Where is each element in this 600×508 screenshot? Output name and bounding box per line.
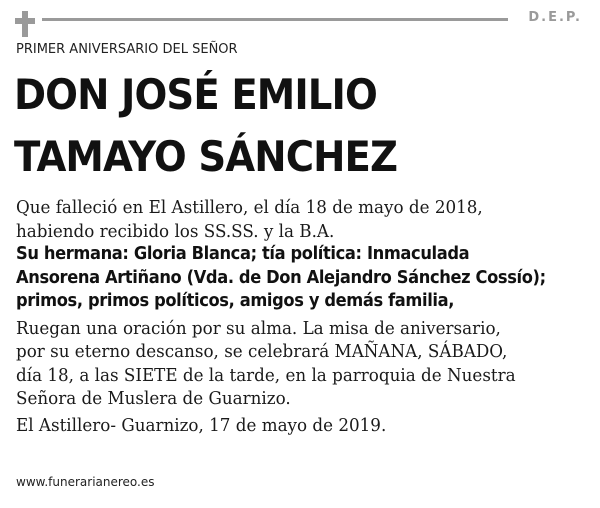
- death-line-2: habiendo recibido los SS.SS. y la B.A.: [16, 220, 335, 242]
- latin-cross-icon: [15, 11, 35, 37]
- mass-line-1: Ruegan una oración por su alma. La misa de aniversario,: [16, 317, 501, 339]
- family-line-3: primos, primos políticos, amigos y demás familia,: [16, 291, 455, 311]
- notice-body: [16, 196, 574, 437]
- notice-subtitle: PRIMER ANIVERSARIO DEL SEÑOR: [16, 42, 238, 57]
- place-date: El Astillero- Guarnizo, 17 de mayo de 2019.: [16, 414, 387, 436]
- header-rule: [42, 18, 508, 21]
- dep-label: D.E.P.: [528, 10, 582, 25]
- mass-line-2: por su eterno descanso, se celebrará MAÑANA, SÁBADO,: [16, 341, 508, 362]
- family-line-1: Su hermana: Gloria Blanca; tía política: Inmaculada: [16, 244, 470, 264]
- mass-line-4: Señora de Muslera de Guarnizo.: [16, 388, 291, 409]
- website-link[interactable]: www.funerarianereo.es: [16, 475, 155, 489]
- deceased-name-line-1: DON JOSÉ EMILIO: [14, 70, 377, 119]
- deceased-name-line-2: TAMAYO SÁNCHEZ: [14, 132, 398, 181]
- deceased-name: [14, 64, 548, 188]
- death-line-1: Que falleció en El Astillero, el día 18 de mayo de 2018,: [16, 197, 483, 218]
- mass-line-3: día 18, a las SIETE de la tarde, en la parroquia de Nuestra: [16, 364, 516, 386]
- family-line-2: Ansorena Artiñano (Vda. de Don Alejandro Sánchez Cossío);: [16, 267, 546, 288]
